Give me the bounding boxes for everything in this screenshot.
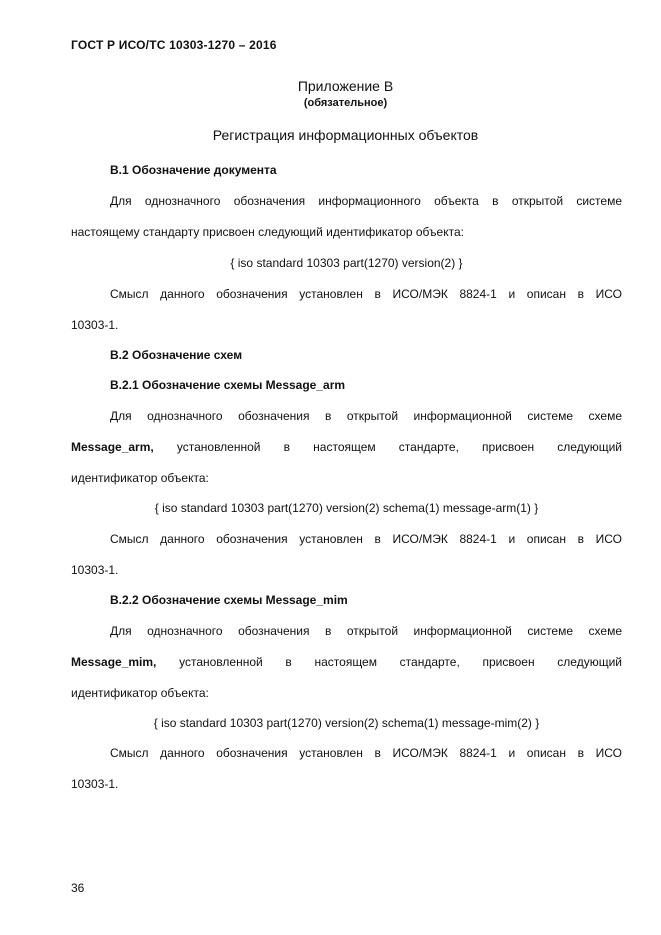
b1-paragraph2-line1: Смысл данного обозначения установлен в ИСО/МЭК 8824-1 и описан в ИСО (110, 287, 622, 301)
b1-paragraph1-line1: Для однозначного обозначения информационного объекта в открытой системе (110, 194, 622, 208)
section-title: Регистрация информационных объектов (212, 127, 479, 143)
heading-b2: В.2 Обозначение схем (110, 348, 243, 362)
b21-paragraph1-line1: Для однозначного обозначения в открытой информационной системе схеме (110, 409, 622, 423)
b22-schema-name: Message_mim, (71, 655, 157, 669)
b22-paragraph1-line3: идентификатор объекта: (71, 686, 209, 700)
b21-paragraph2-line1: Смысл данного обозначения установлен в ИСО/МЭК 8824-1 и описан в ИСО (110, 532, 622, 546)
b22-identifier: { iso standard 10303 part(1270) version(2) schema(1) message-mim(2) } (153, 716, 540, 730)
b22-paragraph1-line2-rest: установленной в настоящем стандарте, присвоен следующий (179, 655, 622, 669)
b22-paragraph2-line1: Смысл данного обозначения установлен в ИСО/МЭК 8824-1 и описан в ИСО (110, 746, 622, 760)
b22-paragraph1-line2 (71, 655, 622, 669)
heading-b21: В.2.1 Обозначение схемы Message_arm (110, 378, 346, 392)
heading-b22: В.2.2 Обозначение схемы Message_mim (110, 593, 348, 607)
b21-schema-name: Message_arm, (71, 440, 154, 454)
b22-paragraph1-line1: Для однозначного обозначения в открытой информационной системе схеме (110, 624, 622, 638)
document-header: ГОСТ Р ИСО/ТС 10303-1270 – 2016 (71, 38, 277, 52)
appendix-subtitle: (обязательное) (303, 97, 388, 109)
b21-paragraph1-line3: идентификатор объекта: (71, 471, 209, 485)
b1-paragraph2-line2: 10303-1. (71, 318, 119, 332)
appendix-title: Приложение В (297, 78, 394, 94)
b1-identifier: { iso standard 10303 part(1270) version(2) } (230, 256, 463, 270)
b21-paragraph1-line2 (71, 440, 622, 454)
heading-b1: В.1 Обозначение документа (110, 163, 277, 177)
b1-paragraph1-line2: настоящему стандарту присвоен следующий идентификатор объекта: (71, 225, 464, 239)
b22-paragraph2-line2: 10303-1. (71, 777, 119, 791)
page-number: 36 (71, 881, 85, 895)
b21-identifier: { iso standard 10303 part(1270) version(2) schema(1) message-arm(1) } (154, 501, 539, 515)
b21-paragraph1-line2-rest: установленной в настоящем стандарте, присвоен следующий (176, 440, 622, 454)
b21-paragraph2-line2: 10303-1. (71, 563, 119, 577)
